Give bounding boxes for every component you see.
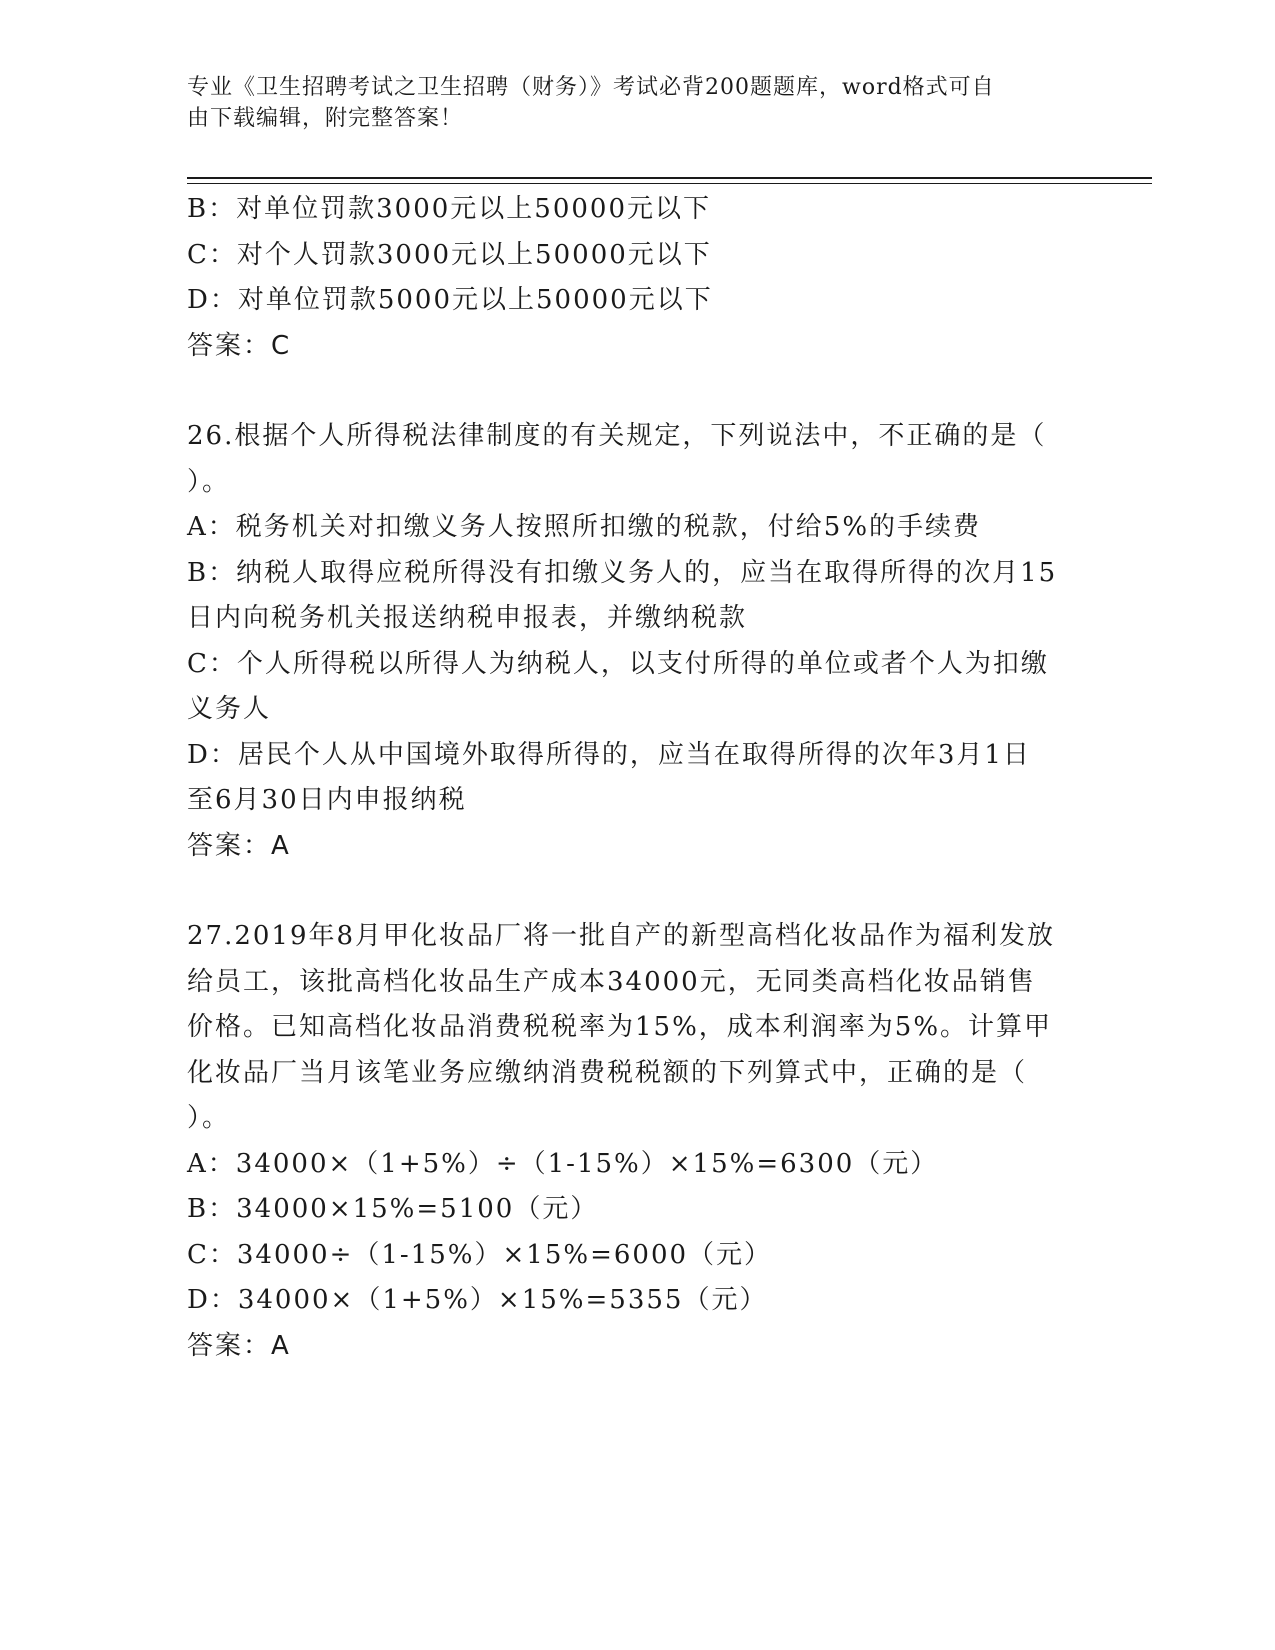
- q27-stem-line-4: 化妆品厂当月该笔业务应缴纳消费税税额的下列算式中，正确的是（: [187, 1057, 1028, 1088]
- document-body: [187, 187, 1087, 1369]
- q25-answer: 答案：C: [187, 330, 292, 361]
- question-25-block: [187, 187, 1087, 369]
- q27-option-c: C：34000÷（1-15%）×15%=6000（元）: [187, 1239, 773, 1270]
- q26-option-b-line-1: B：纳税人取得应税所得没有扣缴义务人的，应当在取得所得的次月15: [187, 557, 1058, 588]
- q27-answer: 答案：A: [187, 1330, 291, 1361]
- q27-stem-line-3: 价格。已知高档化妆品消费税税率为15%，成本利润率为5%。计算甲: [187, 1012, 1053, 1042]
- q26-option-d-line-1: D：居民个人从中国境外取得所得的，应当在取得所得的次年3月1日: [187, 739, 1031, 770]
- header-divider-thin: [187, 183, 1152, 184]
- q27-option-a: A：34000×（1+5%）÷（1-15%）×15%=6300（元）: [187, 1148, 939, 1179]
- question-27-block: [187, 914, 1087, 1369]
- q27-option-b: B：34000×15%=5100（元）: [187, 1194, 599, 1224]
- question-26-block: [187, 414, 1087, 869]
- spacer: [187, 869, 1087, 914]
- q26-option-c-line-2: 义务人: [187, 694, 272, 724]
- header-line-2: 由下载编辑，附完整答案！: [187, 106, 464, 131]
- q26-option-d-line-2: 至6月30日内申报纳税: [187, 785, 467, 815]
- q26-option-b-line-2: 日内向税务机关报送纳税申报表，并缴纳税款: [187, 603, 748, 633]
- q26-stem-line-2: ）。: [187, 466, 231, 497]
- q25-option-d: D：对单位罚款5000元以上50000元以下: [187, 285, 713, 315]
- header-divider-thick: [187, 177, 1152, 179]
- q27-stem-line-2: 给员工，该批高档化妆品生产成本34000元，无同类高档化妆品销售: [187, 966, 1036, 997]
- q26-option-c-line-1: C：个人所得税以所得人为纳税人，以支付所得的单位或者个人为扣缴: [187, 648, 1049, 679]
- q26-option-a: A：税务机关对扣缴义务人按照所扣缴的税款，付给5%的手续费: [187, 512, 982, 542]
- q25-option-b: B：对单位罚款3000元以上50000元以下: [187, 194, 711, 224]
- q27-stem-line-5: ）。: [187, 1103, 231, 1133]
- q27-stem-line-1: 27.2019年8月甲化妆品厂将一批自产的新型高档化妆品作为福利发放: [187, 921, 1056, 951]
- q26-stem-line-1: 26.根据个人所得税法律制度的有关规定，下列说法中，不正确的是（: [187, 421, 1047, 451]
- q25-option-c: C：对个人罚款3000元以上50000元以下: [187, 239, 712, 270]
- q27-option-d: D：34000×（1+5%）×15%=5355（元）: [187, 1285, 768, 1315]
- q26-answer: 答案：A: [187, 830, 291, 861]
- header-line-1: 专业《卫生招聘考试之卫生招聘（财务）》考试必背200题题库，word格式可自: [187, 75, 995, 100]
- spacer: [187, 369, 1087, 414]
- document-header: [187, 72, 1067, 134]
